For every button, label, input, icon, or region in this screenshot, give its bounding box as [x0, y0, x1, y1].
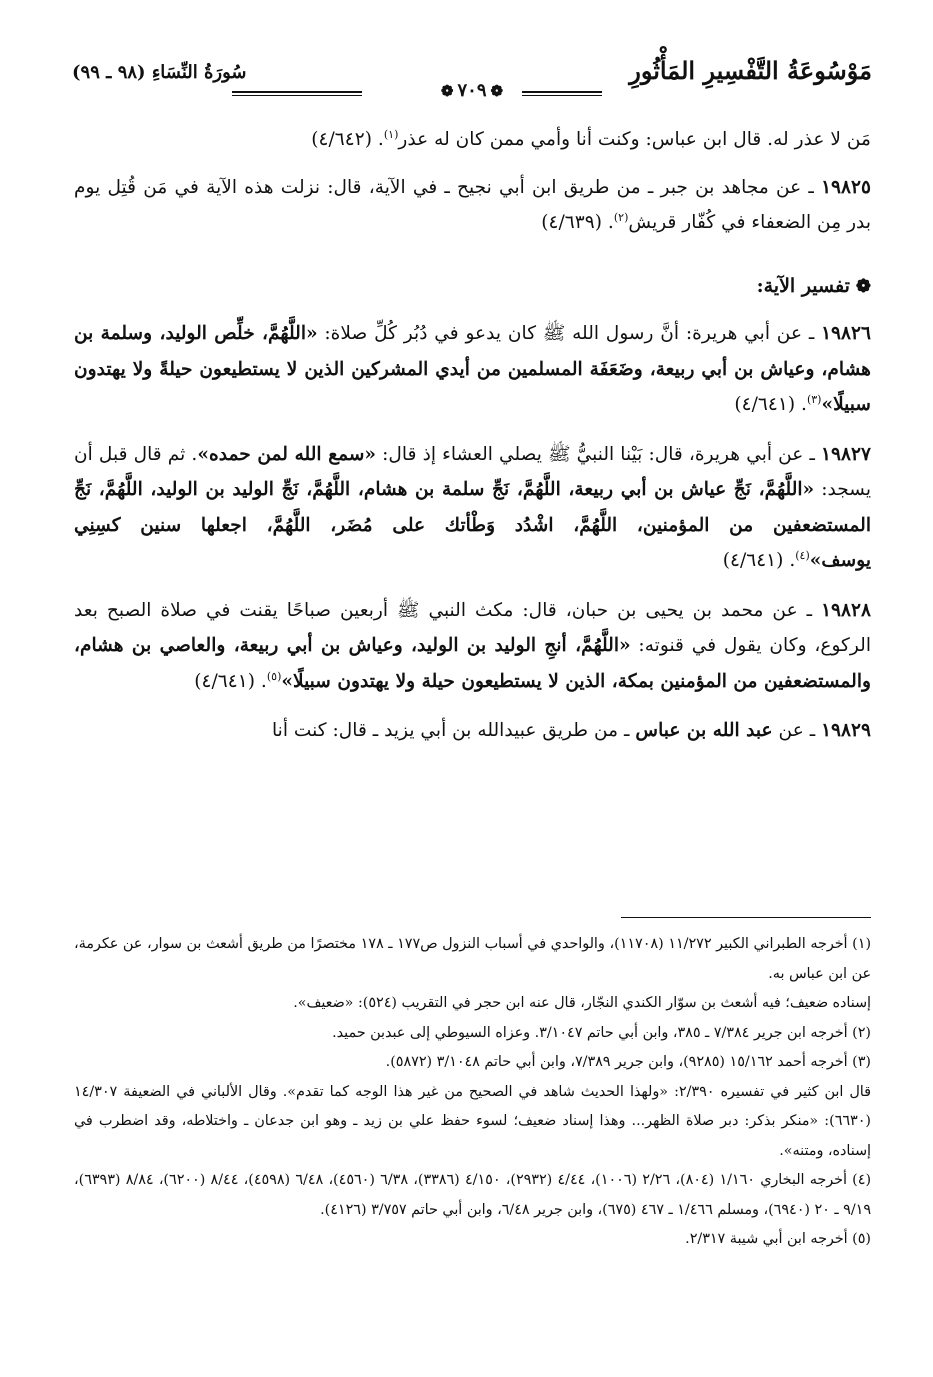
surah-title: سُورَةُ النِّسَاءِ (٩٨ ـ ٩٩) — [72, 62, 247, 83]
footnote-divider — [621, 917, 871, 918]
footnote-marker[interactable]: (٢) — [613, 210, 629, 224]
main-text — [74, 122, 871, 763]
footnote-marker[interactable]: (١) — [383, 127, 399, 141]
narration-number: ١٩٨٢٦ — [821, 323, 871, 344]
hadith-quote: «اللَّهُمَّ، نَجِّ عياش بن أبي ربيعة، اللَّهُمَّ، نَجِّ سلمة بن هشام، اللَّهُمَّ، نَجِّ الوليد بن الوليد، اللَّهُمَّ، نَجِّ المستضعفين من المؤمنين، اللَّهُمَّ، اشْدُد وَطْأتك على مُضَر، اللَّهُمَّ، اجعلها سنين كسِنِي يوسف» — [74, 479, 871, 571]
volume-reference: . (٤/٦٤١) — [722, 550, 796, 571]
narration-number: ١٩٨٢٩ — [821, 720, 871, 741]
volume-reference: . (٤/٦٤١) — [194, 670, 267, 692]
footnote: (٢) أخرجه ابن جرير ٧/٣٨٤ ـ ٣٨٥، وابن أبي حاتم ٣/١٠٤٧. وعزاه السيوطي إلى عبدبن حميد. — [332, 1024, 871, 1041]
ornament-icon: ❁ — [490, 82, 504, 100]
footnote-marker[interactable]: (٣) — [806, 392, 822, 406]
paragraph-text: ـ عن — [772, 720, 822, 741]
volume-reference: . (٤/٦٣٩) — [541, 212, 614, 233]
book-title: مَوْسُوعَةُ التَّفْسِيرِ المَأْثُورِ — [629, 56, 872, 85]
hadith-quote: «اللَّهُمَّ، أنجِ الوليد بن الوليد، وعياش بن أبي ربيعة، والعاصي بن هشام، والمستضعفين من المؤمنين بمكة، الذين لا يستطيعون حيلة ولا يهتدون سبيلًا» — [74, 635, 871, 692]
narration-number: ١٩٨٢٥ — [821, 176, 871, 198]
narrator-name: عبد الله بن عباس — [635, 720, 773, 741]
paragraph-text: ـ عن محمد بن يحيى بن حبان، قال: مكث النبي ﷺ أربعين صباحًا يقنت في صلاة الصبح بعد الركوع، وكان يقول في قنوته: — [74, 599, 871, 656]
volume-reference: . (٤/٦٤٢) — [311, 129, 384, 150]
page-number-block — [417, 80, 527, 101]
footnotes — [74, 930, 871, 1255]
footnote: (٥) أخرجه ابن أبي شيبة ٢/٣١٧. — [685, 1231, 871, 1247]
section-heading — [74, 269, 871, 305]
volume-reference: . (٤/٦٤١) — [734, 394, 807, 415]
paragraph-text: مَن لا عذر له. قال ابن عباس: وكنت أنا وأمي ممن كان له عذر — [398, 129, 871, 150]
paragraph-text: ـ عن أبي هريرة: أنَّ رسول الله ﷺ كان يدعو في دُبُر كُلِّ صلاة: — [317, 323, 822, 344]
paragraph — [74, 316, 871, 423]
footnote-marker[interactable]: (٥) — [266, 669, 282, 683]
header-rule-right — [522, 91, 602, 93]
paragraph — [74, 170, 871, 241]
footnote: (١) أخرجه الطبراني الكبير ١١/٢٧٢ (١١٧٠٨)، والواحدي في أسباب النزول ص١٧٧ ـ ١٧٨ مختصرًا من طريق أشعث بن سوار، عن عكرمة، عن ابن عباس به. — [74, 936, 872, 982]
footnote: (٤) أخرجه البخاري ١/١٦٠ (٨٠٤)، ٢/٢٦ (١٠٠٦)، ٤/٤٤ (٢٩٣٢)، ٤/١٥٠ (٣٣٨٦)، ٦/٣٨ (٤٥٦٠)، ٦/٤٨ (٤٥٩٨)، ٨/٤٤ (٦٢٠٠)، ٨/٨٤ (٦٣٩٣)، ٩/١٩ ـ ٢٠ (٦٩٤٠)، ومسلم ١/٤٦٦ ـ ٤٦٧ (٦٧٥)، وابن جرير ٦/٤٨، وابن أبي حاتم ٣/٧٥٧ (٤١٢٦). — [74, 1172, 872, 1218]
paragraph — [74, 593, 871, 700]
paragraph-text: . ثم قال قبل أن يسجد: — [74, 443, 872, 500]
hadith-quote: «سمع الله لمن حمده» — [197, 443, 377, 465]
footnote: إسناده ضعيف؛ فيه أشعث بن سوّار الكندي النجّار، قال عنه ابن حجر في التقريب (٥٢٤): «ضعيف». — [293, 995, 871, 1011]
footnote: (٣) أخرجه أحمد ١٥/١٦٢ (٩٢٨٥)، وابن جرير ٧/٣٨٩، وابن أبي حاتم ٣/١٠٤٨ (٥٨٧٢). — [385, 1054, 871, 1070]
paragraph-text: ـ عن مجاهد بن جبر ـ من طريق ابن أبي نجيح ـ في الآية، قال: نزلت هذه الآية في مَن قُتِل يوم بدر مِن الضعفاء في كُفّار قريش — [74, 176, 871, 233]
paragraph — [74, 713, 871, 749]
paragraph-text: ـ من طريق عبيدالله بن أبي يزيد ـ قال: كنت أنا — [271, 720, 636, 741]
page-header — [72, 52, 872, 102]
narration-number: ١٩٨٢٨ — [821, 599, 871, 621]
page-number: ٧٠٩ — [457, 80, 487, 101]
footnote-marker[interactable]: (٤) — [795, 548, 810, 562]
footnote: قال ابن كثير في تفسيره ٢/٣٩٠: «ولهذا الحديث شاهد في الصحيح من غير هذا الوجه كما تقدم». وقال الألباني في الضعيفة ١٤/٣٠٧ (٦٦٣٠): «منكر بذكر: دبر صلاة الظهر... وهذا إسناد ضعيف؛ لسوء حفظ علي بن زيد ـ وهو ابن جدعان ـ واختلاطه، وقد اضطرب في إسناده، ومتنه». — [74, 1083, 872, 1159]
paragraph — [74, 122, 871, 158]
hadith-quote: «اللَّهُمَّ، خلِّص الوليد، وسلمة بن هشام، وعياش بن أبي ربيعة، وضَعَفَة المسلمين من أيدي المشركين الذين لا يستطيعون حيلةً ولا يهتدون سبيلًا» — [74, 323, 871, 415]
header-rule-left — [232, 91, 362, 93]
narration-number: ١٩٨٢٧ — [821, 443, 871, 465]
paragraph — [74, 437, 871, 579]
flower-icon: ❁ — [855, 275, 871, 297]
ornament-icon: ❁ — [440, 82, 454, 100]
section-title: تفسير الآية: — [756, 274, 850, 297]
paragraph-text: ـ عن أبي هريرة، قال: بَيْنا النبيُّ ﷺ يصلي العشاء إذ قال: — [376, 443, 822, 465]
